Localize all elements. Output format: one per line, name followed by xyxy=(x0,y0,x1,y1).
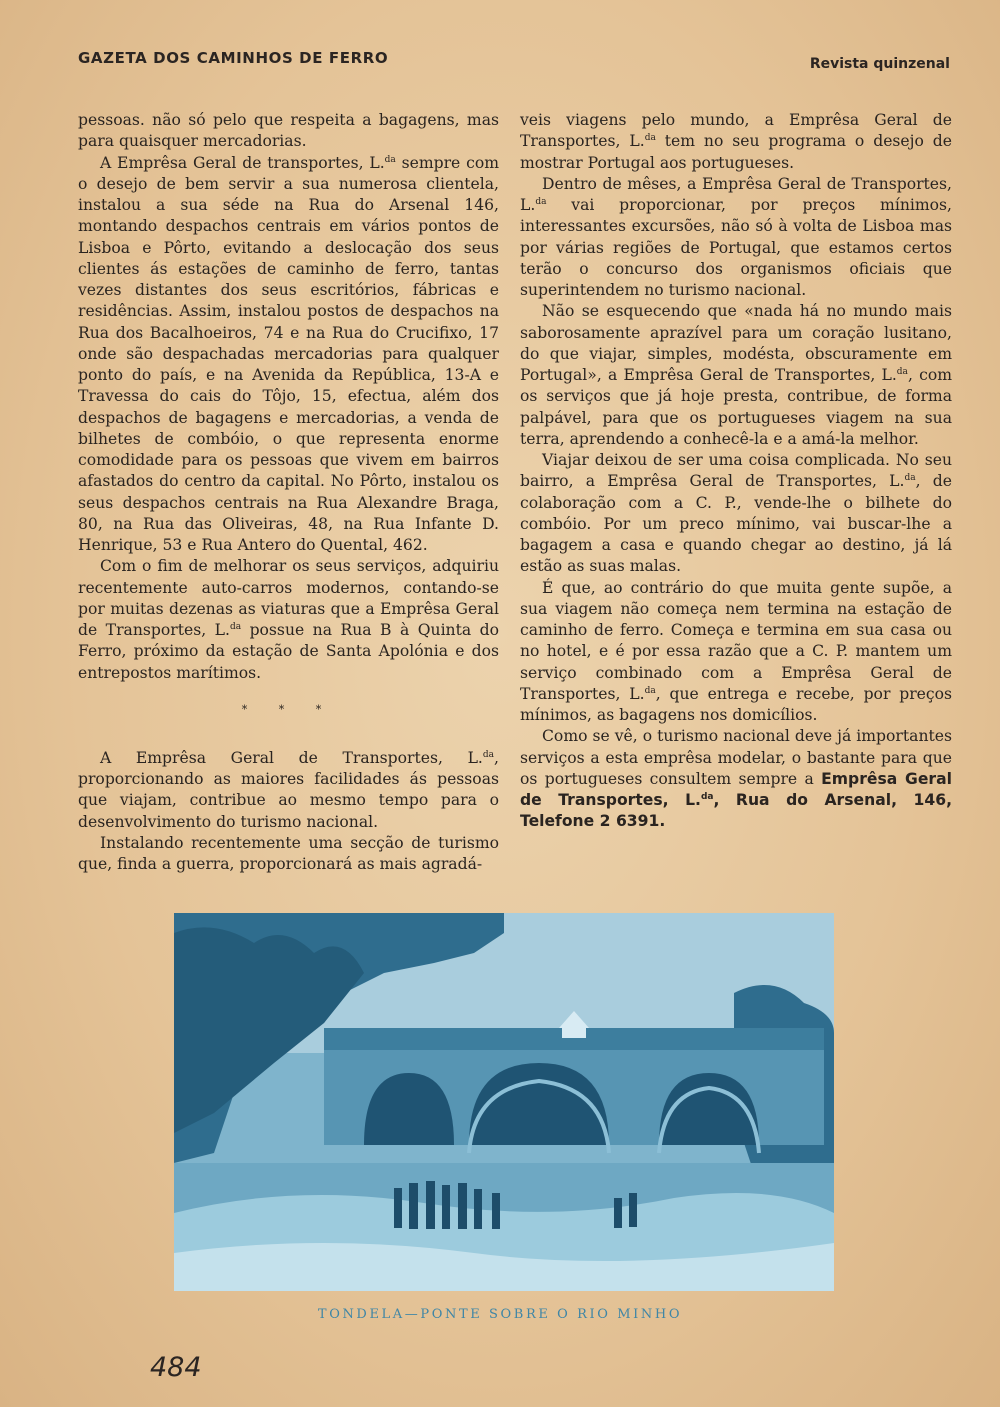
bridge-photograph xyxy=(174,913,834,1291)
paragraph: Viajar deixou de ser uma coisa complicada. No seu bairro, a Emprêsa Geral de Transportes, L.$^{da}$, de colaboração com a C. P., vende-lhe o bilhete do combóio. Por um preco mínimo, vai buscar-lhe a bagagem a casa e quando chegar ao destino, já lá estão as suas malas. xyxy=(520,451,952,576)
left-column xyxy=(78,110,499,875)
paragraph: É que, ao contrário do que muita gente supõe, a sua viagem não começa nem termina na estação de caminho de ferro. Começa e termina em sua casa ou no hotel, e é por essa razão que a C. P. mantem um serviço combinado com a Emprêsa Geral de Transportes, L.$^{da}$, que entrega e recebe, por preços mínimos, as bagagens nos domicílios. xyxy=(520,578,952,724)
paragraph: pessoas. não só pelo que respeita a bagagens, mas para quaisquer mercadorias. xyxy=(78,111,499,151)
publication-subtitle: Revista quinzenal xyxy=(809,56,950,72)
paragraph: Como se vê, o turismo nacional deve já importantes serviços a esta emprêsa modelar, o bastante para que os portugueses consultem sempre a Emprêsa Geral de Transportes, L.$^{da}$, Rua do Arsenal, 146, Telefone 2 6391. xyxy=(520,727,952,831)
paragraph: A Emprêsa Geral de Transportes, L.$^{da}$, proporcionando as maiores facilidades ás pessoas que viajam, contribue ao mesmo tempo para o desenvolvimento do turismo nacional. xyxy=(78,748,499,831)
paragraph: veis viagens pelo mundo, a Emprêsa Geral de Transportes, L.$^{da}$ tem no seu programa o desejo de mostrar Portugal aos portugueses. xyxy=(520,111,952,172)
page-number: 484 xyxy=(150,1352,202,1383)
paragraph: Dentro de mêses, a Emprêsa Geral de Transportes, L.$^{da}$ vai proporcionar, por preços mínimos, interessantes excursões, não só à volta de Lisboa mas por várias regiões de Portugal, que estamos certos terão o concurso dos organismos oficiais que superintendem no turismo nacional. xyxy=(520,174,952,299)
paragraph: Com o fim de melhorar os seus serviços, adquiriu recentemente auto-carros modernos, contando-se por muitas dezenas as viaturas que a Emprêsa Geral de Transportes, L.$^{da}$ possue na Rua B à Quinta do Ferro, próximo da estação de Santa Apolónia e dos entrepostos marítimos. xyxy=(78,557,500,682)
publication-title: GAZETA DOS CAMINHOS DE FERRO xyxy=(78,49,389,67)
paragraph: A Emprêsa Geral de transportes, L.$^{da}$ sempre com o desejo de bem servir a sua numerosa clientela, instalou a sua séde na Rua do Arsenal 146, montando despachos centrais em vários pontos de Lisboa e Pôrto, evitando a deslocação dos seus clientes ás estações de caminho de ferro, tantas vezes distantes dos seus escritórios, fábricas e residências. Assim, instalou postos de despachos na Rua dos Bacalhoeiros, 74 e na Rua do Crucifixo, 17 onde são despachadas mercadorias para qualquer ponto do país, e na Avenida da República, 13-A e Travessa do cais do Tôjo, 15, efectua, além dos despachos de bagagens e mercadorias, a venda de bilhetes de combóio, o que representa enorme comodidade para os pessoas que vivem em bairros afastados do centro da capital. No Pôrto, instalou os seus despachos centrais na Rua Alexandre Braga, 80, na Rua das Oliveiras, 48, na Rua Infante D. Henrique, 53 e Rua Antero do Quental, 462. xyxy=(78,153,499,554)
paragraph: Não se esquecendo que «nada há no mundo mais saborosamente aprazível para um coração lusitano, do que viajar, simples, modésta, obscuramente em Portugal», a Emprêsa Geral de Transportes, L.$^{da}$, com os serviços que já hoje presta, contribue, de forma palpável, para que os portugueses viagem na sua terra, aprendendo a conhecê-la e a amá-la melhor. xyxy=(520,302,952,448)
photo-caption: TONDELA—PONTE SOBRE O RIO MINHO xyxy=(317,1307,683,1322)
company-contact: Emprêsa Geral de Transportes, L.$^{da}$, Rua do Arsenal, 146, Telefone 2 6391. xyxy=(520,769,952,831)
bridge-photo-illustration xyxy=(174,913,834,1291)
section-separator: * * * xyxy=(241,702,336,716)
paragraph: Instalando recentemente uma secção de turismo que, finda a guerra, proporcionará as mais agradá- xyxy=(78,833,499,873)
right-column xyxy=(520,110,952,833)
